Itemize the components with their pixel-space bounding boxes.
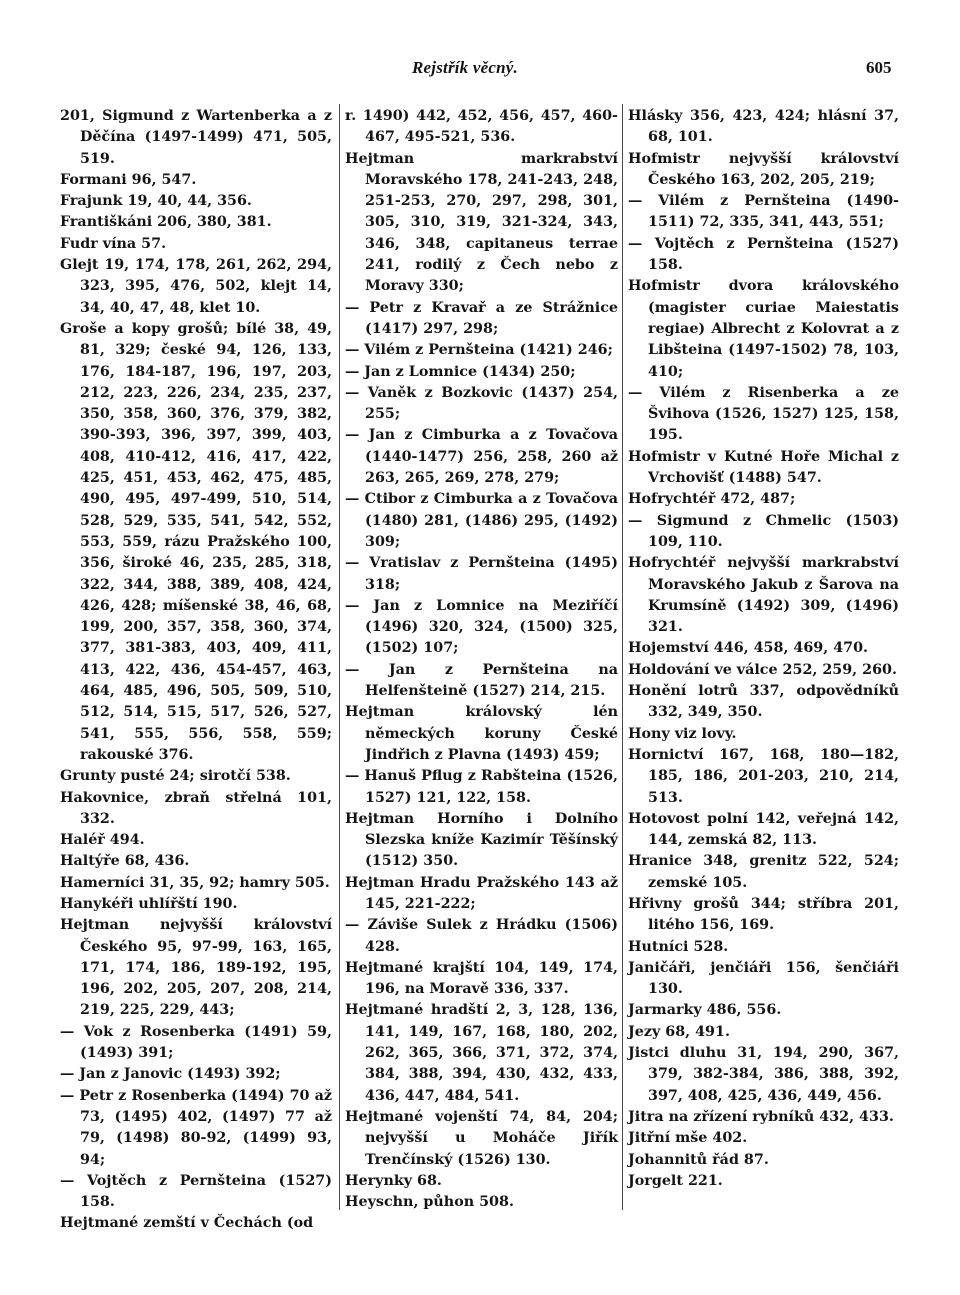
index-entry: — Vilém z Risenberka a ze Švihova (1526, 1527) 125, 158, 195. (628, 384, 899, 444)
index-entry: — Sigmund z Chmelic (1503) 109, 110. (628, 512, 899, 550)
index-entry: Hornictví 167, 168, 180—182, 185, 186, 201-203, 210, 214, 513. (628, 746, 899, 806)
index-entry: Hlásky 356, 423, 424; hlásní 37, 68, 101. (628, 108, 899, 146)
index-entry: — Petr z Rosenberka (1494) 70 až 73, (1495) 402, (1497) 77 až 79, (1498) 80-92, (1499) 93, 94; (60, 1087, 332, 1168)
index-entry: Groše a kopy grošů; bílé 38, 49, 81, 329; české 94, 126, 133, 176, 184-187, 196, 197, 203, 212, 223, 226, 234, 235, 237, 350, 358, 360, 376, 379, 382, 390-393, 396, 397, 399, 403, 408, 410-412, 416, 417, 422, 425, 451, 453, 462, 475, 485, 490, 495, 497-499, 510, 514, 528, 529, 535, 541, 542, 552, 553, 559, rázu Pražského 100, 356, široké 46, 235, 285, 318, 322, 344, 388, 389, 408, 424, 426, 428; míšenské 38, 46, 68, 199, 200, 357, 358, 360, 374, 377, 381-383, 403, 409, 411, 413, 422, 436, 454-457, 463, 464, 485, 496, 505, 509, 510, 512, 514, 515, 517, 526, 527, 541, 555, 556, 558, 559; rakouské 376. (60, 320, 332, 763)
index-column-right (628, 106, 899, 1192)
index-entry: Fudr vína 57. (60, 235, 167, 252)
index-entry: Holdování ve válce 252, 259, 260. (628, 661, 897, 678)
index-entry: Jorgelt 221. (628, 1172, 723, 1189)
index-entry: Hejtman Hradu Pražského 143 až 145, 221-222; (345, 874, 618, 912)
index-entry: Glejt 19, 174, 178, 261, 262, 294, 323, 395, 476, 502, klejt 14, 34, 40, 47, 48, klet 10. (60, 257, 332, 316)
index-entry: — Vojtěch z Pernšteina (1527) 158. (628, 235, 899, 274)
index-entry: Jistci dluhu 31, 194, 290, 367, 379, 382-384, 386, 388, 392, 397, 408, 425, 436, 449, 456. (628, 1045, 899, 1104)
index-entry: Grunty pusté 24; sirotčí 538. (60, 768, 291, 785)
index-entry: r. 1490) 442, 452, 456, 457, 460-467, 495-521, 536. (345, 108, 618, 146)
column-divider-left (339, 104, 340, 1210)
index-entry: Hotovost polní 142, veřejná 142, 144, zemská 82, 113. (628, 810, 899, 849)
index-entry: Hejtman nejvyšší království Českého 95, 97-99, 163, 165, 171, 174, 186, 189-192, 195, 196, 202, 205, 207, 208, 214, 219, 225, 229, 443; (60, 917, 332, 1019)
index-entry: — Vojtěch z Pernšteina (1527) 158. (60, 1172, 332, 1211)
index-entry: Hakovnice, zbraň střelná 101, 332. (60, 789, 332, 827)
page-number: 605 (866, 58, 892, 77)
index-entry: Honění lotrů 337, odpovědníků 332, 349, 350. (628, 683, 899, 721)
index-entry: Jarmarky 486, 556. (628, 1002, 782, 1019)
index-entry: Johannitů řád 87. (628, 1151, 769, 1168)
index-entry: Frajunk 19, 40, 44, 356. (60, 193, 252, 210)
index-entry: 201, Sigmund z Wartenberka a z Děčína (1497-1499) 471, 505, 519. (60, 108, 332, 167)
index-entry: Hranice 348, grenitz 522, 524; zemské 105. (628, 853, 899, 891)
index-entry: Hofmistr nejvyšší království Českého 163, 202, 205, 219; (628, 150, 899, 188)
index-entry: Hojemství 446, 458, 469, 470. (628, 640, 869, 657)
index-entry: Herynky 68. (345, 1172, 442, 1189)
index-entry: Hejtmané krajští 104, 149, 174, 196, na Moravě 336, 337. (345, 959, 618, 998)
index-entry: Jitra na zřízení rybníků 432, 433. (628, 1108, 894, 1125)
index-entry: Hřivny grošů 344; stříbra 201, litého 156, 169. (628, 895, 899, 934)
index-entry: Hanykéři uhlířští 190. (60, 895, 238, 912)
running-head (0, 58, 960, 82)
index-entry: Hofmistr v Kutné Hoře Michal z Vrchovišť (1488) 547. (628, 448, 899, 487)
index-entry: — Jan z Janovic (1493) 392; (60, 1066, 281, 1083)
index-entry: Hofmistr dvora královského (magister curiae Maiestatis regiae) Albrecht z Kolovrat a z Libšteina (1497-1502) 78, 103, 410; (628, 278, 899, 380)
index-column-left (60, 106, 332, 1235)
index-entry: Hejtman markrabství Moravského 178, 241-243, 248, 251-253, 270, 297, 298, 301, 305, 310, 319, 321-324, 343, 346, 348, capitaneus terrae 241, rodilý z Čech nebo z Moravy 330; (345, 150, 618, 295)
index-entry: — Petr z Kravař a ze Strážnice (1417) 297, 298; (345, 299, 618, 337)
index-entry: — Vaněk z Bozkovic (1437) 254, 255; (345, 384, 618, 423)
index-entry: — Vilém z Pernšteina (1490-1511) 72, 335, 341, 443, 551; (628, 193, 899, 231)
index-entry: — Jan z Pernšteina na Helfenšteině (1527) 214, 215. (345, 661, 618, 700)
index-entry: — Jan z Cimburka a z Tovačova (1440-1477) 256, 258, 260 až 263, 265, 269, 278, 279; (345, 427, 618, 487)
index-entry: Haléř 494. (60, 832, 145, 849)
index-entry: Hofrychtéř nejvyšší markrabství Moravského Jakub z Šarova na Krumsíně (1492) 309, (1496) 321. (628, 555, 899, 636)
index-entry: — Hanuš Pflug z Rabšteina (1526, 1527) 121, 122, 158. (345, 768, 618, 806)
index-entry: Františkáni 206, 380, 381. (60, 214, 272, 231)
index-entry: Jezy 68, 491. (628, 1023, 730, 1040)
column-divider-right (622, 104, 623, 1210)
index-entry: Hejtmané zemští v Čechách (od (60, 1215, 314, 1232)
index-entry: Haltýře 68, 436. (60, 853, 190, 870)
index-entry: Jitřní mše 402. (628, 1130, 748, 1147)
index-entry: — Jan z Lomnice na Meziříčí (1496) 320, 324, (1500) 325, (1502) 107; (345, 597, 618, 657)
index-entry: Hejtman královský lén německých koruny České Jindřich z Plavna (1493) 459; (345, 704, 618, 763)
index-entry: Heyschn, půhon 508. (345, 1194, 514, 1211)
index-entry: Hejtmané hradští 2, 3, 128, 136, 141, 149, 167, 168, 180, 202, 262, 365, 366, 371, 372, 374, 384, 388, 394, 430, 432, 433, 436, 447, 484, 541. (345, 1002, 618, 1104)
index-entry: Formani 96, 547. (60, 171, 197, 188)
running-title: Rejstřík věcný. (412, 58, 518, 77)
index-entry: — Vratislav z Pernšteina (1495) 318; (345, 555, 618, 593)
index-entry: — Záviše Sulek z Hrádku (1506) 428. (345, 917, 618, 955)
index-column-middle (345, 106, 618, 1213)
index-entry: Hutníci 528. (628, 938, 729, 955)
index-entry: Hejtman Horního i Dolního Slezska kníže Kazimír Těšínský (1512) 350. (345, 810, 618, 870)
index-entry: — Jan z Lomnice (1434) 250; (345, 363, 576, 380)
index-entry: Hony viz lovy. (628, 725, 737, 742)
index-entry: — Ctibor z Cimburka a z Tovačova (1480) 281, (1486) 295, (1492) 309; (345, 491, 618, 550)
index-entry: Janičáři, jenčiáři 156, šenčiáři 130. (628, 959, 899, 998)
index-entry: Hejtmané vojenští 74, 84, 204; nejvyšší u Moháče Jiřík Trenčínský (1526) 130. (345, 1108, 618, 1168)
index-entry: Hofrychtéř 472, 487; (628, 491, 796, 508)
index-entry: — Vilém z Pernšteina (1421) 246; (345, 342, 613, 359)
index-entry: Hamerníci 31, 35, 92; hamry 505. (60, 874, 330, 891)
index-entry: — Vok z Rosenberka (1491) 59, (1493) 391; (60, 1023, 332, 1062)
